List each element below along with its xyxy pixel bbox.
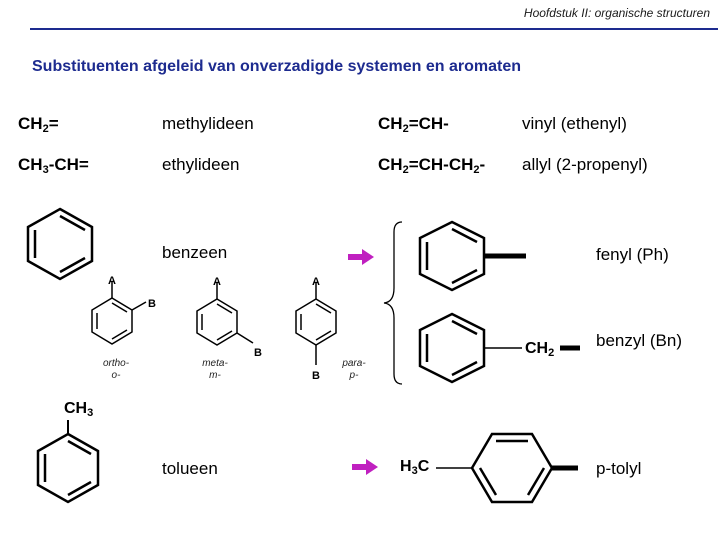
ortho-substitution-structure xyxy=(88,280,138,348)
benzyl-ch2-label: $CH_2$ xyxy=(525,340,555,359)
name-benzyl: benzyl (Bn) xyxy=(596,331,682,350)
ortho-letter-b: B xyxy=(148,298,156,310)
meta-label: meta- m- xyxy=(202,358,228,381)
chapter-title: Hoofdstuk II: organische structuren xyxy=(523,6,710,20)
toluene-structure xyxy=(34,420,106,510)
toluene-ch3-label: $CH_3$ xyxy=(64,400,94,419)
name-p-tolyl: p-tolyl xyxy=(596,459,642,478)
section-title: Substituenten afgeleid van onverzadigde systemen en aromaten xyxy=(32,58,522,75)
ortho-letter-a: A xyxy=(108,275,116,287)
header-divider xyxy=(30,28,718,30)
name-fenyl: fenyl (Ph) xyxy=(596,245,669,264)
meta-letter-a: A xyxy=(213,276,221,288)
brace-icon xyxy=(380,220,410,386)
benzyl-structure xyxy=(412,310,582,390)
benzene-structure xyxy=(20,203,100,283)
name-methylideen: methylideen xyxy=(162,114,254,133)
tolyl-structure xyxy=(432,430,582,506)
para-letter-b: B xyxy=(312,370,320,382)
formula-methylideen: $CH_2=$ xyxy=(18,114,59,135)
name-allyl: allyl (2-propenyl) xyxy=(522,155,648,174)
formula-ethylideen: $CH_3-CH=$ xyxy=(18,155,89,176)
ortho-label: ortho- o- xyxy=(102,358,130,381)
phenyl-structure xyxy=(412,218,528,296)
arrow-icon xyxy=(352,459,378,475)
meta-letter-b: B xyxy=(254,347,262,359)
formula-vinyl: $CH_2=CH-$ xyxy=(378,114,449,135)
formula-allyl: $CH_2=CH-CH_2-$ xyxy=(378,155,486,176)
name-ethylideen: ethylideen xyxy=(162,155,240,174)
para-label: para- p- xyxy=(342,358,366,381)
name-benzeen: benzeen xyxy=(162,243,228,262)
name-vinyl: vinyl (ethenyl) xyxy=(522,114,627,133)
name-tolueen: tolueen xyxy=(162,459,218,478)
arrow-icon xyxy=(348,249,374,265)
tolyl-h3c-label: $H_3C$ xyxy=(400,458,430,477)
meta-substitution-structure xyxy=(195,283,255,353)
para-letter-a: A xyxy=(312,276,320,288)
